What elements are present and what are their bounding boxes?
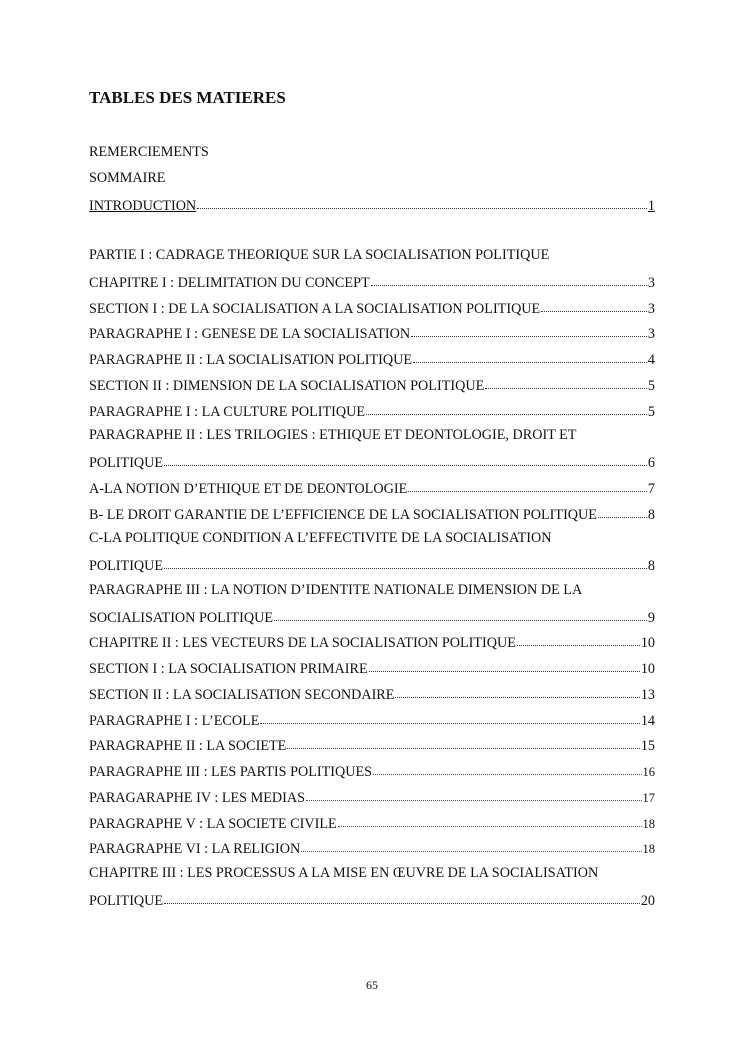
- toc-entry-text: PARAGRAPHE III : LES PARTIS POLITIQUES: [89, 764, 373, 780]
- toc-entry[interactable]: [89, 865, 655, 891]
- toc-entry-page: 13: [640, 686, 655, 703]
- dot-leader: [541, 299, 647, 313]
- toc-entry-page: 5: [647, 377, 655, 394]
- toc-entry[interactable]: [89, 376, 655, 402]
- toc-entry-remerciements[interactable]: [89, 144, 655, 170]
- dot-leader: [366, 402, 647, 416]
- toc-entry[interactable]: [89, 453, 655, 479]
- toc-entry-text: PARAGRAPHE I : LA CULTURE POLITIQUE: [89, 403, 366, 420]
- toc-entry-page: 8: [647, 506, 655, 523]
- toc-entry-text: CHAPITRE III : LES PROCESSUS A LA MISE EN ŒUVRE DE LA SOCIALISATION: [89, 865, 599, 881]
- dot-leader: [274, 608, 647, 622]
- toc-entry[interactable]: [89, 685, 655, 711]
- toc-entry[interactable]: [89, 711, 655, 737]
- toc-entry-text: SECTION I : DE LA SOCIALISATION A LA SOCIALISATION POLITIQUE: [89, 300, 541, 317]
- toc-entry-text: POLITIQUE: [89, 455, 164, 471]
- toc-entry-page: 15: [640, 738, 655, 755]
- table-of-contents: [89, 144, 655, 917]
- toc-entry[interactable]: [89, 556, 655, 582]
- dot-leader: [164, 453, 647, 467]
- toc-entry-page: 10: [640, 635, 655, 652]
- toc-entry-text: PARAGRAPHE III : LA NOTION D’IDENTITE NATIONALE DIMENSION DE LA: [89, 581, 583, 598]
- toc-entry-text: PARAGRAPHE I : GENESE DE LA SOCIALISATION: [89, 326, 411, 343]
- toc-entry-text: A-LA NOTION D’ETHIQUE ET DE DEONTOLOGIE: [89, 480, 408, 497]
- toc-entry-text: SOMMAIRE: [89, 169, 166, 186]
- toc-entry-text: POLITIQUE: [89, 892, 164, 909]
- toc-entry-page: 1: [647, 197, 655, 214]
- toc-entry[interactable]: [89, 633, 655, 659]
- toc-entry-page: 6: [647, 455, 655, 471]
- toc-entry-introduction[interactable]: [89, 196, 655, 222]
- toc-entry-page: 3: [647, 300, 655, 317]
- toc-entry[interactable]: [89, 839, 655, 865]
- toc-entry-text: CHAPITRE I : DELIMITATION DU CONCEPT: [89, 274, 370, 291]
- toc-entry-text: SECTION I : LA SOCIALISATION PRIMAIRE: [89, 661, 368, 677]
- toc-entry-text: SOCIALISATION POLITIQUE: [89, 609, 274, 626]
- toc-entry[interactable]: [89, 427, 655, 453]
- toc-entry-text: INTRODUCTION: [89, 197, 197, 214]
- toc-entry-page: 14: [640, 712, 655, 729]
- dot-leader: [369, 659, 640, 673]
- dot-leader: [287, 736, 639, 750]
- toc-entry-sommaire[interactable]: [89, 170, 655, 196]
- toc-entry[interactable]: [89, 762, 655, 788]
- toc-entry-text: B- LE DROIT GARANTIE DE L’EFFICIENCE DE LA SOCIALISATION POLITIQUE: [89, 506, 597, 523]
- toc-entry[interactable]: [89, 402, 655, 428]
- toc-entry-text: SECTION II : LA SOCIALISATION SECONDAIRE: [89, 686, 395, 703]
- toc-entry-page: 20: [640, 892, 655, 909]
- toc-entry-text: PARAGARAPHE IV : LES MEDIAS: [89, 789, 305, 806]
- toc-entry[interactable]: [89, 530, 655, 556]
- toc-entry-text: PARAGRAPHE I : L’ECOLE: [89, 712, 260, 729]
- toc-entry-text: REMERCIEMENTS: [89, 144, 209, 160]
- toc-entry[interactable]: [89, 659, 655, 685]
- dot-leader: [260, 711, 639, 725]
- dot-leader: [164, 556, 647, 570]
- toc-entry-text: PARAGRAPHE VI : LA RELIGION: [89, 841, 301, 858]
- toc-entry[interactable]: [89, 891, 655, 917]
- toc-entry[interactable]: [89, 273, 655, 299]
- toc-entry-text: CHAPITRE II : LES VECTEURS DE LA SOCIALISATION POLITIQUE: [89, 635, 516, 652]
- toc-entry-page: 9: [647, 609, 655, 626]
- dot-leader: [197, 196, 647, 210]
- toc-entry[interactable]: [89, 582, 655, 608]
- toc-entry-page: 4: [647, 352, 655, 368]
- toc-entry[interactable]: [89, 324, 655, 350]
- toc-entry-page: 7: [647, 480, 655, 497]
- toc-entry[interactable]: [89, 505, 655, 531]
- dot-leader: [164, 891, 640, 905]
- toc-entry-text: PARAGRAPHE II : LA SOCIALISATION POLITIQUE: [89, 352, 413, 368]
- toc-entry-page: 17: [642, 790, 655, 805]
- dot-leader: [517, 633, 640, 647]
- dot-leader: [371, 273, 647, 287]
- page-title: TABLES DES MATIERES: [89, 88, 286, 107]
- dot-leader: [301, 839, 641, 853]
- toc-entry-text: POLITIQUE: [89, 558, 164, 574]
- dot-leader: [338, 814, 642, 828]
- toc-entry[interactable]: [89, 479, 655, 505]
- dot-leader: [408, 479, 647, 493]
- toc-entry-text: PARAGRAPHE II : LA SOCIETE: [89, 738, 287, 755]
- dot-leader: [373, 762, 641, 776]
- toc-entry[interactable]: [89, 788, 655, 814]
- toc-entry-page: 18: [642, 842, 655, 857]
- toc-entry-page: 3: [647, 326, 655, 343]
- toc-entry-text: SECTION II : DIMENSION DE LA SOCIALISATION POLITIQUE: [89, 377, 485, 394]
- toc-entry[interactable]: [89, 350, 655, 376]
- dot-leader: [306, 788, 642, 802]
- dot-leader: [413, 350, 647, 364]
- toc-entry-page: 16: [642, 765, 655, 779]
- toc-entry-page: 8: [647, 558, 655, 574]
- toc-entry-page: 3: [647, 274, 655, 291]
- toc-entry[interactable]: [89, 299, 655, 325]
- toc-entry-partie-1[interactable]: [89, 247, 655, 273]
- toc-entry[interactable]: [89, 608, 655, 634]
- dot-leader: [395, 685, 639, 699]
- toc-entry-text: PARTIE I : CADRAGE THEORIQUE SUR LA SOCIALISATION POLITIQUE: [89, 247, 550, 263]
- toc-entry-page: 10: [640, 661, 655, 677]
- toc-entry[interactable]: [89, 814, 655, 840]
- toc-entry-text: PARAGRAPHE V : LA SOCIETE CIVILE: [89, 815, 337, 832]
- dot-leader: [411, 324, 647, 338]
- toc-entry-page: 5: [647, 403, 655, 420]
- toc-entry-text: PARAGRAPHE II : LES TRILOGIES : ETHIQUE ET DEONTOLOGIE, DROIT ET: [89, 427, 577, 444]
- toc-entry-text: C-LA POLITIQUE CONDITION A L’EFFECTIVITE DE LA SOCIALISATION: [89, 530, 552, 547]
- toc-entry-page: 18: [642, 816, 655, 831]
- dot-leader: [598, 505, 647, 519]
- spacer: [89, 221, 655, 247]
- page-number: 65: [366, 978, 378, 992]
- dot-leader: [485, 376, 647, 390]
- toc-entry[interactable]: [89, 736, 655, 762]
